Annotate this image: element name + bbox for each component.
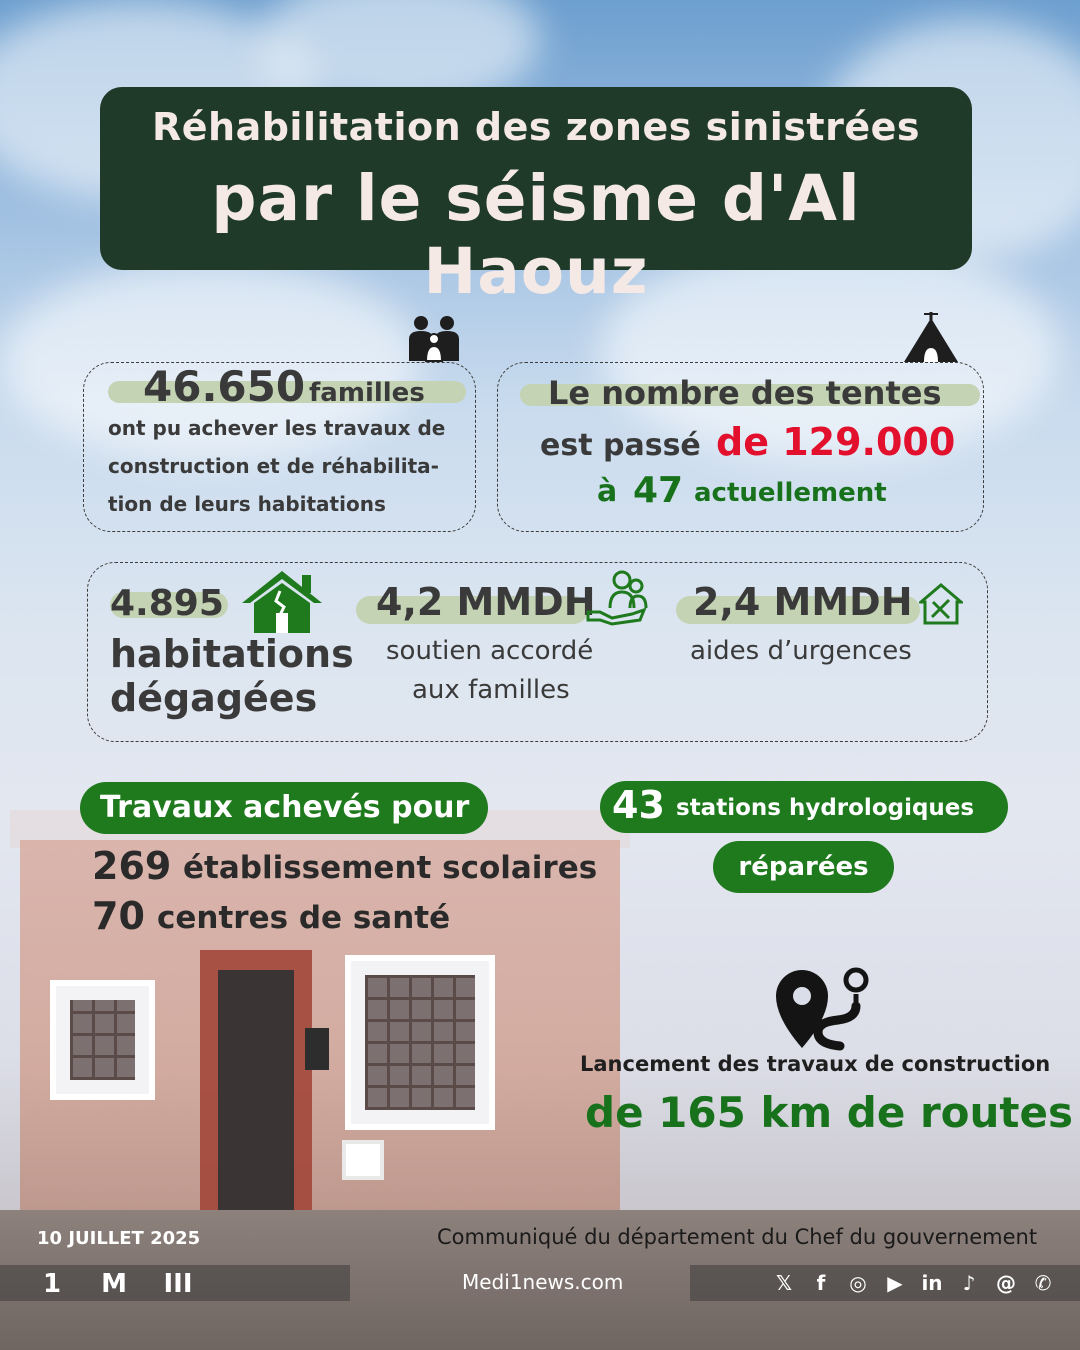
tents-to: 47 bbox=[633, 470, 684, 511]
instagram-icon[interactable]: ◎ bbox=[849, 1271, 867, 1295]
tents-to-prefix: à bbox=[597, 474, 618, 509]
tiktok-icon[interactable]: ♪ bbox=[962, 1271, 976, 1295]
habitations-number: 4.895 bbox=[110, 583, 224, 624]
tents-from: de 129.000 bbox=[716, 420, 956, 464]
tent-icon bbox=[902, 310, 960, 364]
threads-icon[interactable]: @ bbox=[996, 1271, 1016, 1295]
habitations-label-1: habitations bbox=[110, 632, 354, 676]
logo-medi1[interactable]: 1 bbox=[42, 1269, 62, 1299]
health-number: 70 bbox=[92, 894, 145, 938]
stations-badge bbox=[600, 781, 1008, 833]
youtube-icon[interactable]: ▶ bbox=[887, 1271, 903, 1295]
logo-m[interactable]: M bbox=[101, 1269, 127, 1299]
house-tools-icon bbox=[919, 582, 963, 626]
roads-line-2: de 165 km de routes bbox=[585, 1088, 1073, 1137]
window-right bbox=[345, 955, 495, 1130]
date: 10 JUILLET 2025 bbox=[37, 1228, 201, 1249]
facebook-icon[interactable]: f bbox=[816, 1271, 826, 1295]
title-banner bbox=[100, 87, 972, 308]
mailbox bbox=[305, 1028, 329, 1070]
families-unit: familles bbox=[309, 378, 425, 408]
house-icon bbox=[240, 567, 324, 635]
tents-suffix: actuellement bbox=[694, 478, 887, 508]
emergency-amount: 2,4 MMDH bbox=[693, 580, 913, 624]
families-text-3: tion de leurs habitations bbox=[108, 492, 386, 516]
tents-prefix: est passé bbox=[540, 428, 701, 463]
emergency-line-1: aides d’urgences bbox=[690, 636, 912, 666]
works-badge: Travaux achevés pour bbox=[80, 782, 488, 834]
door bbox=[218, 970, 294, 1215]
family-icon bbox=[407, 313, 461, 365]
roads-line-1: Lancement des travaux de construction bbox=[580, 1052, 1051, 1076]
source: Communiqué du département du Chef du gouvernement bbox=[437, 1225, 1038, 1249]
hand-people-icon bbox=[586, 568, 648, 626]
whatsapp-icon[interactable]: ✆ bbox=[1034, 1271, 1052, 1295]
window-left bbox=[50, 980, 155, 1100]
linkedin-icon[interactable]: in bbox=[921, 1271, 943, 1295]
schools-number: 269 bbox=[92, 844, 172, 888]
families-text-2: construction et de réhabilita- bbox=[108, 454, 439, 478]
habitations-label-2: dégagées bbox=[110, 676, 318, 720]
families-number: 46.650 bbox=[143, 362, 306, 411]
tents-heading: Le nombre des tentes bbox=[548, 374, 942, 412]
logo-bars[interactable]: III bbox=[163, 1269, 193, 1299]
support-line-1: soutien accordé bbox=[386, 636, 594, 666]
x-icon[interactable]: 𝕏 bbox=[775, 1271, 793, 1295]
title-line-2: par le séisme d'Al Haouz bbox=[211, 162, 861, 308]
route-pin-icon bbox=[772, 966, 870, 1052]
support-amount: 4,2 MMDH bbox=[376, 580, 596, 624]
vent bbox=[342, 1140, 384, 1180]
schools-label: établissement scolaires bbox=[183, 850, 598, 886]
health-label: centres de santé bbox=[157, 900, 451, 936]
stations-label-2: réparées bbox=[713, 841, 894, 893]
support-line-2: aux familles bbox=[412, 675, 570, 705]
title-line-1: Réhabilitation des zones sinistrées bbox=[151, 105, 921, 149]
stations-number: 43 bbox=[612, 783, 665, 827]
site-link[interactable]: Medi1news.com bbox=[462, 1270, 624, 1294]
stations-label: stations hydrologiques bbox=[676, 795, 975, 821]
families-text-1: ont pu achever les travaux de bbox=[108, 416, 446, 440]
